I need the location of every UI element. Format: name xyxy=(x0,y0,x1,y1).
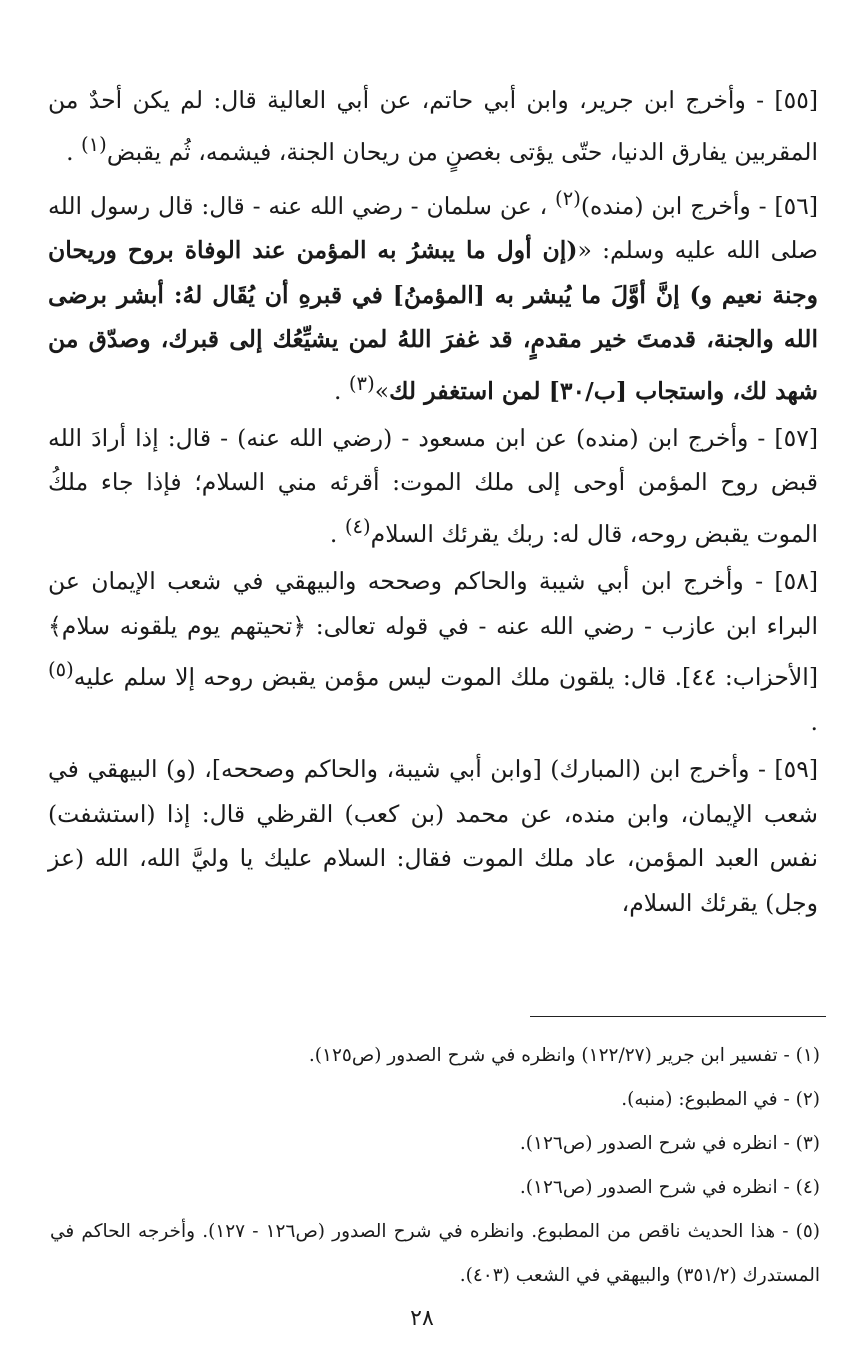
footnote-4: (٤) - انظره في شرح الصدور (ص١٢٦). xyxy=(519,1177,820,1198)
footnote-5: (٥) - هذا الحديث ناقص من المطبوع. وانظره في شرح الصدور (ص١٢٦ - ١٢٧). وأخرجه الحاكم في المستدرك (٣٥١/٢) والبيهقي في الشعب (٤٠٣). xyxy=(50,1221,820,1286)
footnote-ref-2: (٢) xyxy=(555,186,581,210)
footnote-ref-4: (٤) xyxy=(344,514,371,538)
footnote-3: (٣) - انظره في شرح الصدور (ص١٢٦). xyxy=(519,1133,820,1154)
hadith-text: (إن أول ما يبشرُ به المؤمن عند الوفاة بروح وريحان وجنة نعيم و) إنَّ أوَّلَ ما يُبشر به [المؤمنُ] في قبرهِ أن يُقَال لهُ: أبشر برضى الله والجنة، قدمتَ خير مقدمٍ، قد غفرَ اللهُ لمن يشيِّعُك إلى قبرك، وصدّق من شهد لك، واستجاب [ب/٣٠] لمن استغفر لك xyxy=(48,236,818,405)
footnote-ref-1: (١) xyxy=(81,132,107,156)
paragraph-56: [٥٦] - وأخرج ابن (منده)$^{(٢)}$ ، عن سلمان - رضي الله عنه - قال: قال رسول الله صلى الله عليه وسلم: «(إن أول ما يبشرُ به المؤمن عند الوفاة بروح وريحان وجنة نعيم و) إنَّ أوَّلَ ما يُبشر به [المؤمنُ] في قبرهِ أن يُقَال لهُ: أبشر برضى الله والجنة، قدمتَ خير مقدمٍ، قد غفرَ اللهُ لمن يشيِّعُك إلى قبرك، وصدّق من شهد لك، واستجاب [ب/٣٠] لمن استغفر لك»$^{(٣)}$ . xyxy=(48,186,819,405)
footnote-ref-3: (٣) xyxy=(348,371,375,395)
paragraph-55: [٥٥] - وأخرج ابن جرير، وابن أبي حاتم، عن أبي العالية قال: لم يكن أحدٌ من المقربين يفارق الدنيا، حتّى يؤتى بغصنٍ من ريحان الجنة، فيشمه، ثُم يقبض$^{(١)}$ . xyxy=(48,86,818,166)
paragraph-57: [٥٧] - وأخرج ابن (منده) عن ابن مسعود - (رضي الله عنه) - قال: إذا أرادَ الله قبض روح المؤمن أوحى إلى ملك الموت: أقرئه مني السلام؛ فإذا جاء ملكُ الموت يقبض روحه، قال له: ربك يقرئك السلام$^{(٤)}$ . xyxy=(48,423,818,548)
footnote-ref-5: (٥) xyxy=(48,658,74,682)
footnotes xyxy=(50,1034,820,1298)
footnote-2: (٢) - في المطبوع: (منبه). xyxy=(621,1089,820,1110)
main-text xyxy=(48,78,818,928)
page-number: ٢٨ xyxy=(410,1306,434,1331)
footnote-separator xyxy=(530,1016,826,1017)
paragraph-59: [٥٩] - وأخرج ابن (المبارك) [وابن أبي شيبة، والحاكم وصححه]، (و) البيهقي في شعب الإيمان، وابن منده، عن محمد (بن كعب) القرظي قال: إذا (استشفت) نفس العبد المؤمن، عاد ملك الموت فقال: السلام عليك يا وليَّ الله، الله (عز وجل) يقرئك السلام، xyxy=(48,755,818,917)
footnote-1: (١) - تفسير ابن جرير (١٢٢/٢٧) وانظره في شرح الصدور (ص١٢٥). xyxy=(308,1045,820,1066)
paragraph-58: [٥٨] - وأخرج ابن أبي شيبة والحاكم وصححه والبيهقي في شعب الإيمان عن البراء ابن عازب - رضي الله عنه - في قوله تعالى: ﴿تحيتهم يوم يلقونه سلام﴾[الأحزاب: ٤٤]. قال: يلقون ملك الموت ليس مؤمن يقبض روحه إلا سلم عليه$^{(٥)}$ . xyxy=(48,567,818,736)
